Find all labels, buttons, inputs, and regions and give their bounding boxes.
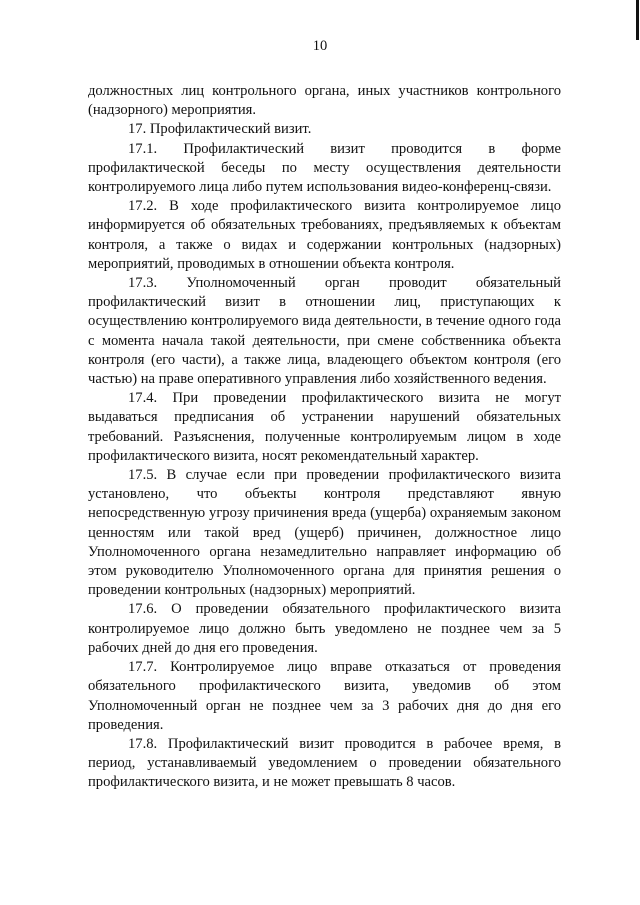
page-edge-mark — [636, 0, 639, 40]
document-body — [88, 82, 561, 793]
paragraph-17-3: 17.3. Уполномоченный орган проводит обязательный профилактический визит в отношении лиц, приступающих к осуществлению контролируемого вида деятельности, в течение одного года с момента начала такой деятельности, при смене собственника объекта контроля (его части), а также лица, владеющего объектом контроля (его частью) на праве оперативного управления либо хозяйственного ведения. — [88, 275, 561, 388]
paragraph-17-1: 17.1. Профилактический визит проводится в форме профилактической беседы по месту осуществления деятельности контролируемого лица либо путем использования видео-конференц-связи. — [88, 140, 561, 196]
paragraph-continuation: должностных лиц контрольного органа, иных участников контрольного (надзорного) мероприятия. — [88, 83, 561, 119]
paragraph-17-5: 17.5. В случае если при проведении профилактического визита установлено, что объекты контроля представляют явную непосредственную угрозу причинения вреда (ущерба) охраняемым законом ценностям или такой вред (ущерб) причинен, должностное лицо Уполномоченного органа незамедлительно направляет информацию об этом руководителю Уполномоченного органа для принятия решения о проведении контрольных (надзорных) мероприятий. — [88, 467, 561, 599]
page-number: 10 — [312, 38, 328, 54]
section-heading-17: 17. Профилактический визит. — [128, 121, 312, 138]
paragraph-17-6: 17.6. О проведении обязательного профилактического визита контролируемое лицо должно быть уведомлено не позднее чем за 5 рабочих дней до дня его проведения. — [88, 601, 561, 656]
paragraph-17-4: 17.4. При проведении профилактического визита не могут выдаваться предписания об устранении нарушений обязательных требований. Разъяснения, полученные контролируемым лицом в ходе профилактического визита, носят рекомендательный характер. — [88, 390, 561, 464]
paragraph-17-8: 17.8. Профилактический визит проводится в рабочее время, в период, устанавливаемый уведомлением о проведении обязательного профилактического визита, и не может превышать 8 часов. — [88, 735, 561, 791]
paragraph-17-2: 17.2. В ходе профилактического визита контролируемое лицо информируется об обязательных требованиях, предъявляемых к объектам контроля, а также о видах и содержании контрольных (надзорных) мероприятий, проводимых в отношении объекта контроля. — [88, 198, 561, 272]
paragraph-17-7: 17.7. Контролируемое лицо вправе отказаться от проведения обязательного профилактического визита, уведомив об этом Уполномоченный орган не позднее чем за 3 рабочих дня до дня его проведения. — [88, 659, 561, 733]
